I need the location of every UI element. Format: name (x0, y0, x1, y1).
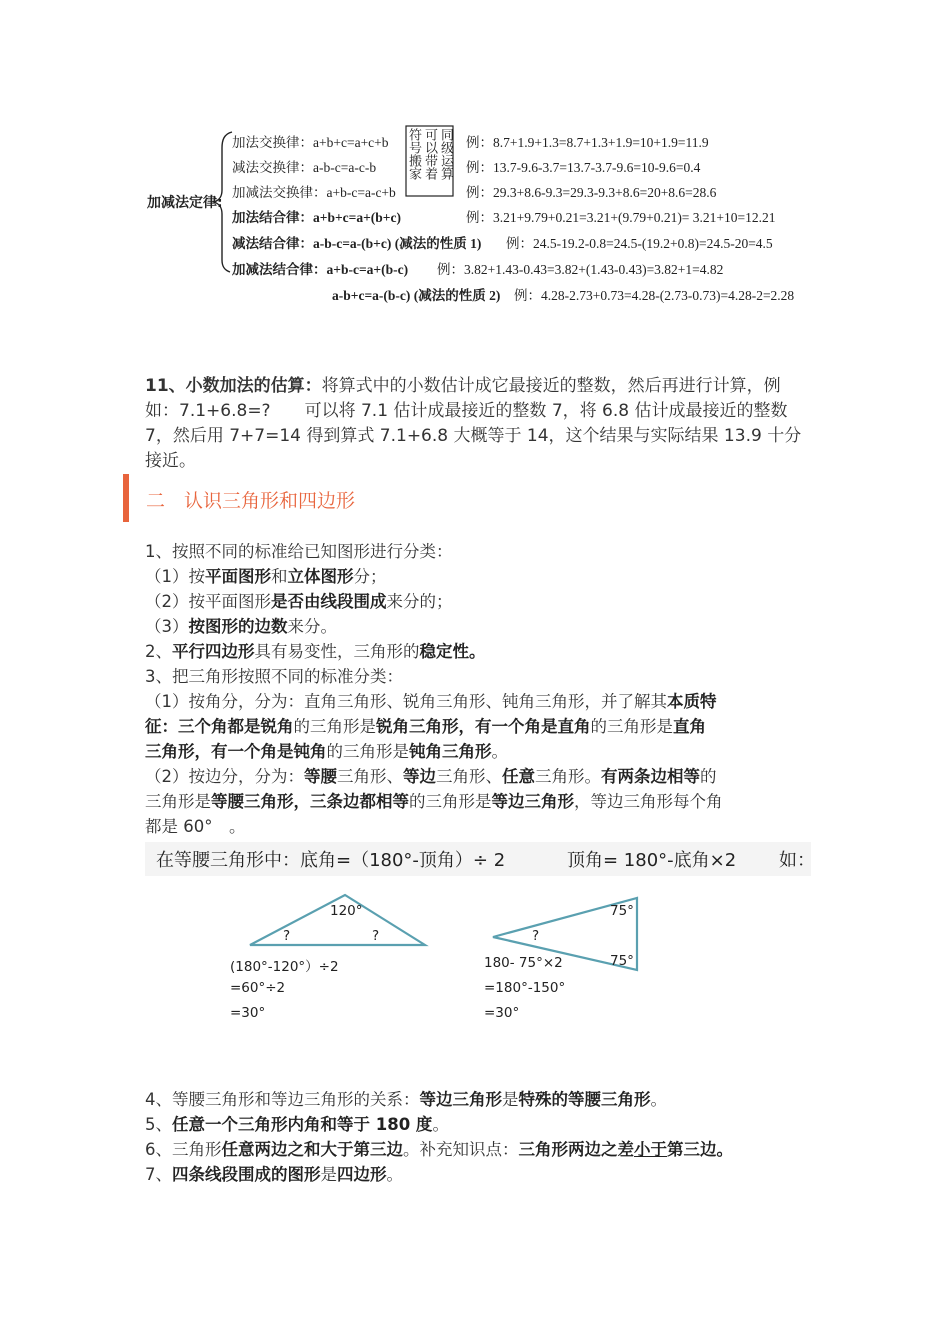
line-7: 7、四条线段围成的图形是四边形。 (145, 1165, 403, 1184)
formula-example-label: 如： (779, 850, 815, 871)
law-example-6: 例：3.82+1.43-0.43=3.82+(1.43-0.43)=3.82+1=4.82 (437, 262, 724, 277)
line-3a: （1）按角分，分为：直角三角形、锐角三角形、钝角三角形，并了解其本质特 (145, 692, 717, 711)
tri1-calc-2: =60°÷2 (230, 980, 286, 996)
law-example-5: 例：24.5-19.2-0.8=24.5-(19.2+0.8)=24.5-20=4.5 (506, 236, 773, 251)
tri2-calc-3: =30° (484, 1005, 520, 1021)
line-5: 5、任意一个三角形内角和等于 180 度。 (145, 1115, 449, 1134)
line-1: 1、按照不同的标准给已知图形进行分类： (145, 542, 453, 561)
law-row-4: 加法结合律：a+b+c=a+(b+c) (232, 210, 401, 225)
line-1a: （1）按平面图形和立体图形分； (145, 567, 387, 586)
tri1-top-angle: 120° (330, 903, 363, 919)
tri1-left-angle: ? (283, 928, 291, 944)
formula-base-angle: 在等腰三角形中：底角=（180°-顶角）÷ 2 (156, 850, 506, 871)
tri2-calc-1: 180- 75°×2 (484, 955, 563, 971)
line-1c: （3）按图形的边数来分。 (145, 617, 337, 636)
tri1-right-angle: ? (372, 928, 380, 944)
tri1-calc-3: =30° (230, 1005, 266, 1021)
law-row-6: 加减法结合律：a+b-c=a+(b-c) (232, 262, 409, 277)
law-example-3: 例：29.3+8.6-9.3=29.3-9.3+8.6=20+8.6=28.6 (466, 185, 717, 200)
law-row-7: a-b+c=a-(b-c) (减法的性质 2) (332, 288, 501, 303)
line-3c: 三角形，有一个角是钝角的三角形是钝角三角形。 (145, 742, 508, 761)
line-6: 6、三角形任意两边之和大于第三边。补充知识点：三角形两边之差小于第三边。 (145, 1140, 733, 1159)
law-example-1: 例：8.7+1.9+1.3=8.7+1.3+1.9=10+1.9=11.9 (466, 135, 709, 150)
law-row-3: 加减法交换律：a+b-c=a-c+b (232, 185, 396, 200)
law-row-2: 减法交换律：a-b-c=a-c-b (232, 160, 377, 175)
line-3e: 三角形是等腰三角形，三条边都相等的三角形是等边三角形，等边三角形每个角 (145, 792, 723, 811)
law-example-2: 例：13.7-9.6-3.7=13.7-3.7-9.6=10-9.6=0.4 (466, 160, 701, 175)
line-4: 4、等腰三角形和等边三角形的关系：等边三角形是特殊的等腰三角形。 (145, 1090, 667, 1109)
laws-note-col-3: 符号搬家 (406, 128, 421, 180)
line-3d: （2）按边分，分为：等腰三角形、等边三角形、任意三角形。有两条边相等的 (145, 767, 717, 786)
tri2-calc-2: =180°-150° (484, 980, 566, 996)
line-3f: 都是 60° 。 (145, 817, 246, 836)
item-11-body: 将算式中的小数估计成它最接近的整数，然后再进行计算，例如：7.1+6.8=? 可以将 7.1 估计成最接近的整数 7，将 6.8 估计成最接近的整数 7，然后用 7+7=14 得到算式 7.1+6.8 大概等于 14，这个结果与实际结果 13.9 十分接近。 (145, 376, 802, 471)
laws-main-label: 加减法定律: (147, 195, 223, 211)
line-3b: 征：三个角都是锐角的三角形是锐角三角形，有一个角是直角的三角形是直角 (145, 717, 706, 736)
item-11-title: 11、小数加法的估算： (145, 376, 322, 396)
formula-top-angle: 顶角= 180°-底角×2 (567, 850, 737, 871)
laws-note-col-2: 可以带着 (422, 128, 437, 180)
line-1b: （2）按平面图形是否由线段围成来分的； (145, 592, 453, 611)
law-row-5: 减法结合律：a-b-c=a-(b+c) (减法的性质 1) (232, 236, 482, 251)
tri2-apex-angle: ? (532, 928, 540, 944)
law-example-4: 例：3.21+9.79+0.21=3.21+(9.79+0.21)= 3.21+10=12.21 (466, 210, 776, 225)
section-heading: 二 认识三角形和四边形 (146, 490, 356, 512)
tri2-top-angle: 75° (610, 903, 634, 919)
tri1-calc-1: (180°-120°）÷2 (230, 959, 339, 975)
tri2-bottom-angle: 75° (610, 953, 634, 969)
law-row-1: 加法交换律：a+b+c=a+c+b (232, 135, 389, 150)
laws-note-col-1: 同级运算 (438, 128, 453, 180)
law-example-7: 例：4.28-2.73+0.73=4.28-(2.73-0.73)=4.28-2=2.28 (514, 288, 795, 303)
line-2: 2、平行四边形具有易变性，三角形的稳定性。 (145, 642, 486, 661)
line-3: 3、把三角形按照不同的标准分类： (145, 667, 403, 686)
